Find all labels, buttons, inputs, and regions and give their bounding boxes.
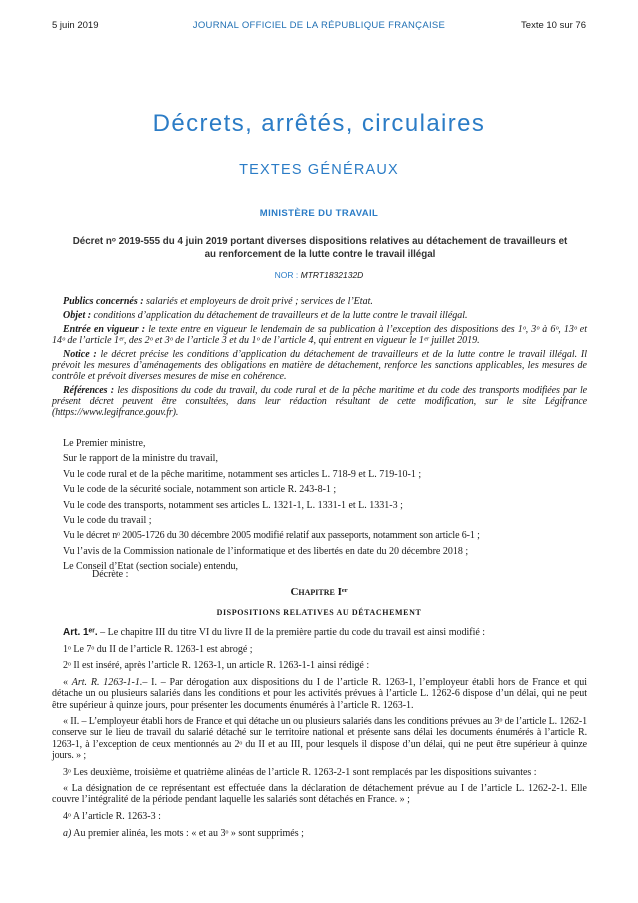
publication-date: 5 juin 2019 [52,20,99,31]
subsection-title: TEXTES GÉNÉRAUX [239,162,399,178]
quoted-article-label: Art. R. 1263-1-1. [71,677,143,689]
visa-line: Vu l’avis de la Commission nationale de l’informatique et des libertés en date du 20 décembre 2018 ; [63,545,469,557]
decree-summary [52,296,587,421]
decree-title: Décret nᵒ 2019-555 du 4 juin 2019 portant diverses dispositions relatives au détachement de travailleurs et au renforcement de la lutte contre le travail illégal [72,236,568,260]
chapter-subtitle: DISPOSITIONS RELATIVES AU DÉTACHEMENT [216,608,422,617]
article-paragraph-text: Au premier alinéa, les mots : « et au 3ᵒ » sont supprimés ; [71,827,304,839]
visa-line: Vu le code de la sécurité sociale, notamment son article R. 243-8-1 ; [63,484,337,496]
article-label: Art. 1ᵉʳ. [63,627,98,638]
quote-open: « [63,677,72,689]
summary-text: le texte entre en vigueur le lendemain de sa publication à l’exception des dispositions des 1ᵒ, 3ᵒ à 6ᵒ, 13ᵒ et 14ᵒ de l’article 1ᵉʳ, des 2ᵒ et 3ᵒ de l’article 3 et du 1ᵒ de l’article 4, qui entrent en vigueur le 1ᵉʳ juillet 2019. [52,323,588,346]
summary-label: Publics concernés : [63,296,147,307]
visa-line: Le Conseil d’Etat (section sociale) entendu, [63,561,238,573]
journal-title: JOURNAL OFFICIEL DE LA RÉPUBLIQUE FRANÇAISE [192,20,446,31]
summary-text: conditions d’application du détachement de travailleurs et de la lutte contre le travail illégal. [93,309,468,321]
article-paragraph: 1ᵒ Le 7ᵒ du II de l’article R. 1263-1 est abrogé ; [63,643,253,655]
summary-text: le décret précise les conditions d’application du détachement de travailleurs et de la lutte contre le travail illégal. Il prévoit les mesures d’aménagements des obligations en matière de détachement, renforce les sanctions applicables, les mesures de contrôle et prévoit diverses mesures de mise en cohérence. [52,348,587,382]
summary-item [52,385,587,419]
page-header [52,20,586,40]
nor-reference [0,270,638,280]
summary-item [52,324,587,346]
visa-line: Sur le rapport de la ministre du travail, [63,453,218,465]
article-paragraph: « La désignation de ce représentant est effectuée dans la déclaration de détachement prévue au I de l’article L. 1262-2-1. Elle couvre l’intégralité de la période pendant laquelle les salariés sont détachés en France. » ; [52,783,587,806]
article-paragraph: 4ᵒ A l’article R. 1263-3 : [63,811,161,823]
summary-label: Entrée en vigueur : [63,323,149,335]
summary-item [52,349,587,383]
ministry-name: MINISTÈRE DU TRAVAIL [259,208,379,219]
article-body [52,627,587,845]
text-number: Texte 10 sur 76 [521,20,586,31]
visa-line: Vu le code du travail ; [63,515,152,527]
summary-label: Objet : [63,309,94,321]
nor-value: MTRT1832132D [300,270,364,280]
article-intro-text: – Le chapitre III du titre VI du livre II de la première partie du code du travail est ainsi modifié : [97,627,486,638]
summary-item [52,296,587,307]
visa-line: Vu le code des transports, notamment ses articles L. 1321-1, L. 1331-1 et L. 1331-3 ; [63,499,403,511]
article-paragraph [52,828,587,839]
section-title: Décrets, arrêtés, circulaires [152,110,486,137]
summary-label: Références : [63,384,118,396]
item-letter: a) [63,827,72,839]
nor-label: NOR : [274,270,301,280]
article-intro [52,627,587,638]
decrete-line: Décrète : [92,569,129,580]
article-paragraph: 2ᵒ Il est inséré, après l’article R. 1263-1, un article R. 1263-1-1 ainsi rédigé : [63,660,370,672]
summary-text: salariés et employeurs de droit privé ; services de l’Etat. [146,296,373,307]
visa-line: Vu le code rural et de la pêche maritime, notamment ses articles L. 718-9 et L. 719-10-1 ; [63,468,422,480]
article-paragraph: 3ᵒ Les deuxième, troisième et quatrième alinéas de l’article R. 1263-2-1 sont remplacés par les dispositions suivantes : [63,766,537,778]
article-paragraph: « II. – L’employeur établi hors de France et qui détache un ou plusieurs salariés dans les conditions prévues au 3ᵒ de l’article L. 1262-1 conserve sur le lieu de travail du salarié détaché sur le territoire national et présente sans délai les documents énumérés à l’article R. 1263-1, à l’exception de ceux mentionnés au 2ᵒ du II et au III, pour lesquels il dispose d’un délai, qui ne peut être supérieur à quinze jours. » ; [52,716,587,761]
visa-line: Le Premier ministre, [63,438,146,449]
visas-block [52,436,587,575]
summary-item [52,310,587,321]
summary-label: Notice : [63,348,101,360]
summary-text: les dispositions du code du travail, du code rural et de la pêche maritime et du code des transports modifiées par le présent décret peuvent être consultées, dans leur rédaction résultant de cette modification, sur le site Légifrance (https://www.legifrance.gouv.fr). [52,384,587,419]
visa-line: Vu le décret nᵒ 2005-1726 du 30 décembre 2005 modifié relatif aux passeports, notamment son article 6-1 ; [63,530,480,542]
article-paragraph-text: – I. – Par dérogation aux dispositions du I de l’article R. 1263-1, l’employeur établi hors de France et qui détache un ou plusieurs salariés dans les conditions et pour les activités prévues à l’article L. 1262-6 dispose d’un délai, qui ne peut être supérieur à quinze jours, pour présenter les documents énumérés à l’article R. 1263-1. [52,677,587,711]
chapter-title: Chapitre Iᵉʳ [290,586,348,598]
article-paragraph [52,677,587,711]
